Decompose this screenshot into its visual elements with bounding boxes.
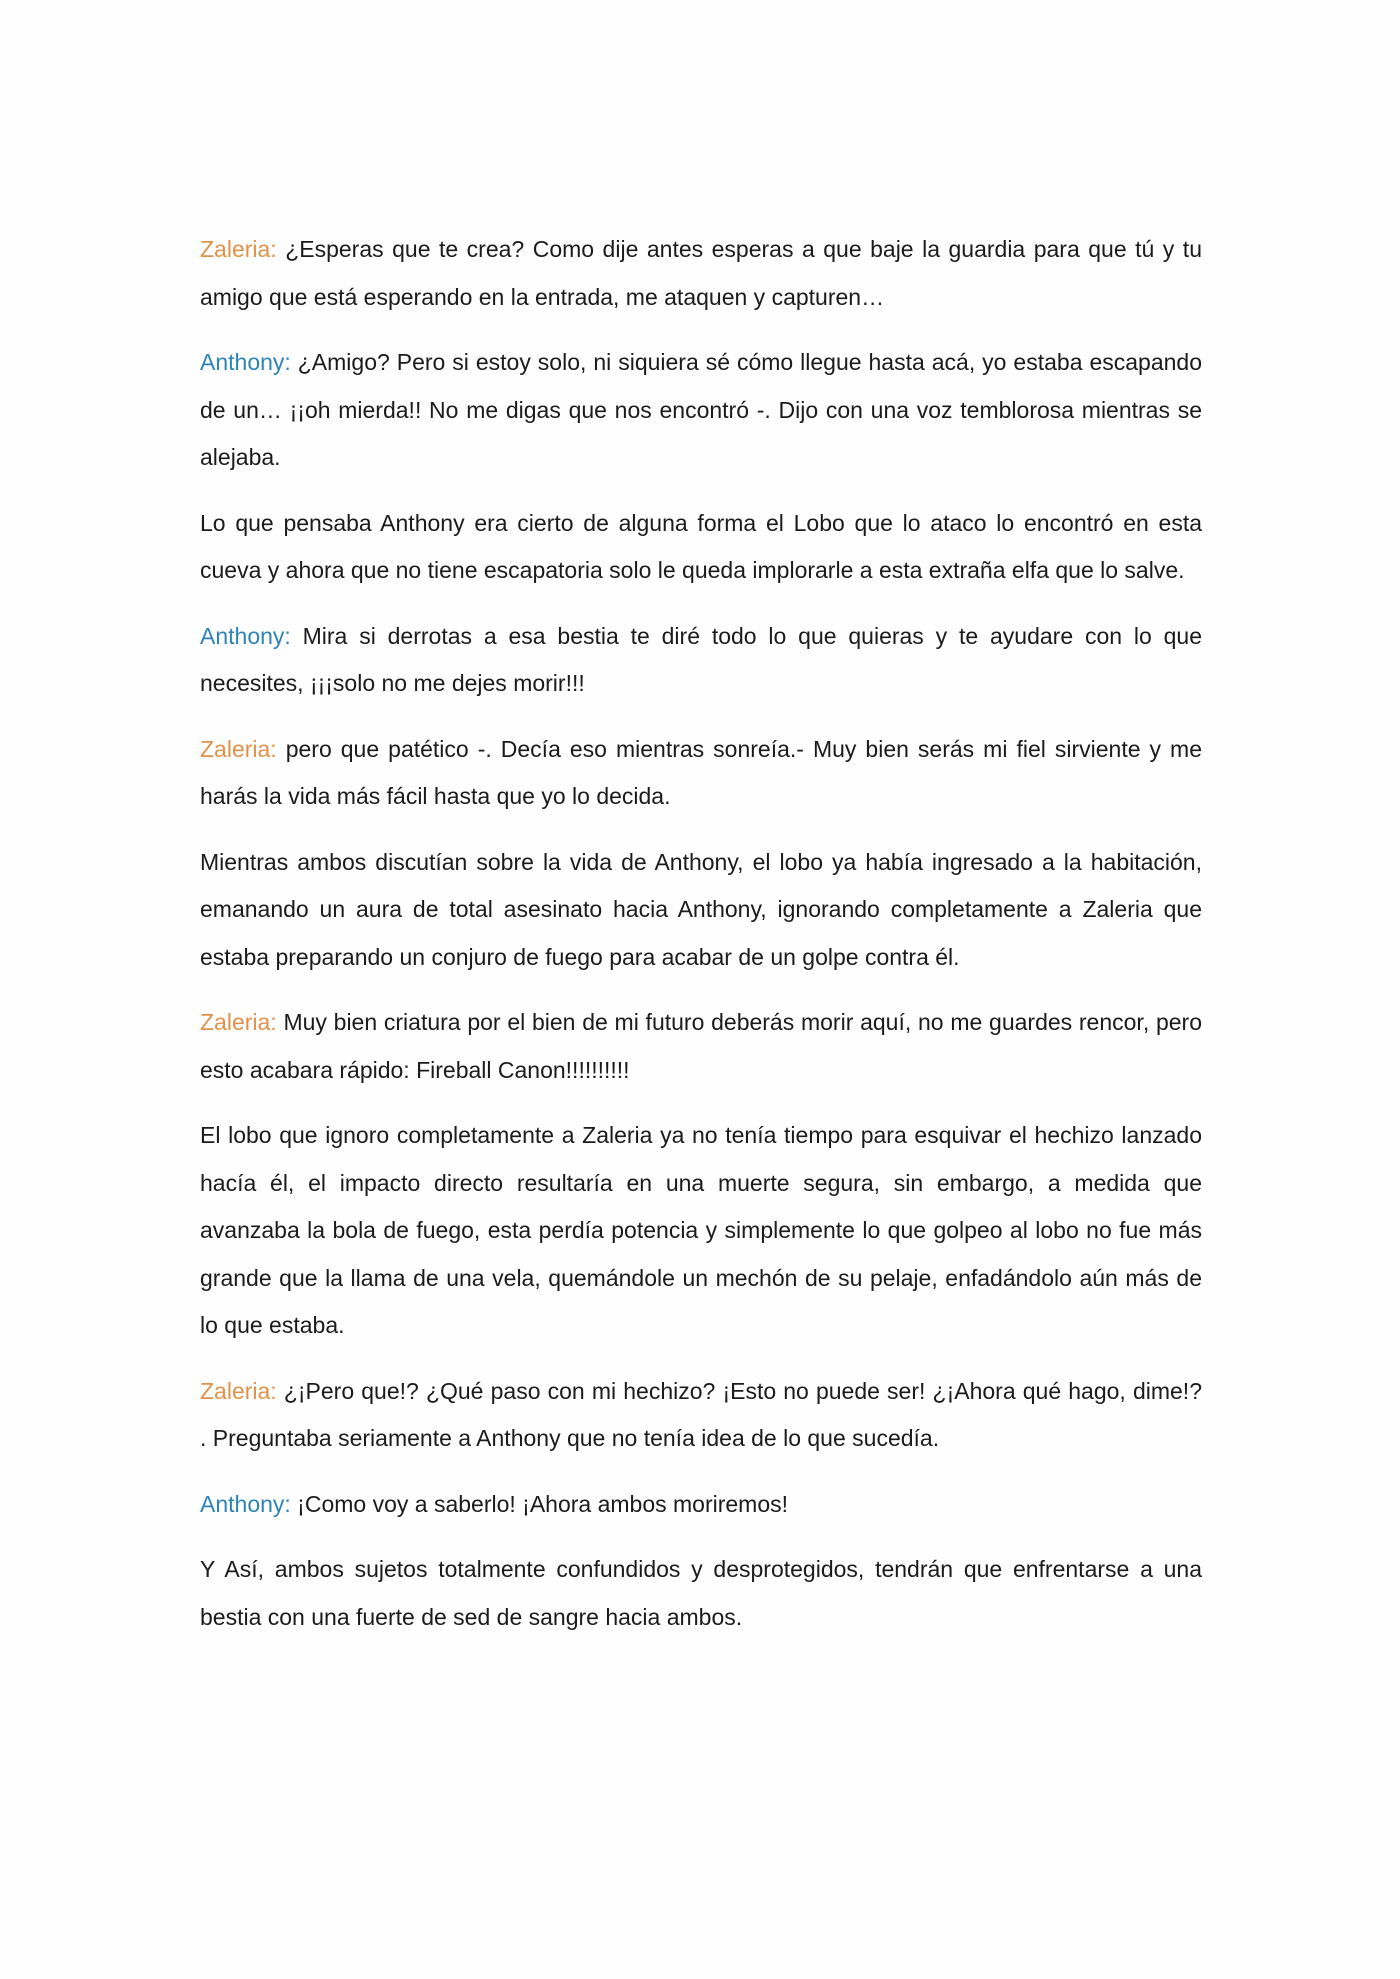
speaker-label: Anthony: (200, 1490, 291, 1517)
speaker-label: Anthony: (200, 349, 291, 375)
paragraph-text: Mira si derrotas a esa bestia te diré todo lo que quieras y te ayudare con lo que necesites, ¡¡¡solo no me dejes morir!!! (200, 622, 1202, 696)
dialogue-paragraph (200, 999, 1202, 1094)
dialogue-paragraph (200, 1481, 1202, 1529)
paragraph-text: Muy bien criatura por el bien de mi futuro deberás morir aquí, no me guardes rencor, pero esto acabara rápido: Fireball Canon!!!!!!!!!! (200, 1009, 1202, 1083)
speaker-label: Zaleria: (200, 735, 277, 762)
dialogue-paragraph (200, 613, 1202, 708)
paragraph-text: ¿Esperas que te crea? Como dije antes esperas a que baje la guardia para que tú y tu amigo que está esperando en la entrada, me ataquen y capturen… (200, 236, 1202, 310)
speaker-label: Anthony: (200, 622, 291, 649)
story-text-body (200, 226, 1202, 1659)
paragraph-text: Mientras ambos discutían sobre la vida de Anthony, el lobo ya había ingresado a la habitación, emanando un aura de total asesinato hacia Anthony, ignorando completamente a Zaleria que estaba preparando un conjuro de fuego para acabar de un golpe contra él. (200, 848, 1202, 970)
paragraph-text: ¿Amigo? Pero si estoy solo, ni siquiera sé cómo llegue hasta acá, yo estaba escapando de un… ¡¡oh mierda!! No me digas que nos encontró -. Dijo con una voz temblorosa mientras se alejaba. (200, 349, 1202, 470)
narration-paragraph (200, 839, 1202, 982)
paragraph-text: ¿¡Pero que!? ¿Qué paso con mi hechizo? ¡Esto no puede ser! ¿¡Ahora qué hago, dime!? . Preguntaba seriamente a Anthony que no tenía idea de lo que sucedía. (200, 1377, 1202, 1451)
paragraph-text: El lobo que ignoro completamente a Zaleria ya no tenía tiempo para esquivar el hechizo lanzado hacía él, el impacto directo resultaría en una muerte segura, sin embargo, a medida que avanzaba la bola de fuego, esta perdía potencia y simplemente lo que golpeo al lobo no fue más grande que la llama de una vela, quemándole un mechón de su pelaje, enfadándolo aún más de lo que estaba. (200, 1122, 1202, 1338)
dialogue-paragraph (200, 226, 1202, 321)
speaker-label: Zaleria: (200, 1377, 277, 1404)
dialogue-paragraph (200, 726, 1202, 821)
paragraph-text: ¡Como voy a saberlo! ¡Ahora ambos moriremos! (290, 1490, 789, 1517)
paragraph-text: pero que patético -. Decía eso mientras sonreía.- Muy bien serás mi fiel sirviente y me harás la vida más fácil hasta que yo lo decida. (200, 735, 1202, 809)
narration-paragraph (200, 500, 1202, 595)
dialogue-paragraph (200, 339, 1202, 482)
dialogue-paragraph (200, 1368, 1202, 1463)
speaker-label: Zaleria: (200, 236, 277, 262)
paragraph-text: Lo que pensaba Anthony era cierto de alguna forma el Lobo que lo ataco lo encontró en esta cueva y ahora que no tiene escapatoria solo le queda implorarle a esta extraña elfa que lo salve. (200, 509, 1202, 583)
speaker-label: Zaleria: (200, 1009, 277, 1035)
paragraph-text: Y Así, ambos sujetos totalmente confundidos y desprotegidos, tendrán que enfrentarse a una bestia con una fuerte de sed de sangre hacia ambos. (200, 1556, 1202, 1630)
narration-paragraph (200, 1112, 1202, 1350)
narration-paragraph (200, 1546, 1202, 1641)
